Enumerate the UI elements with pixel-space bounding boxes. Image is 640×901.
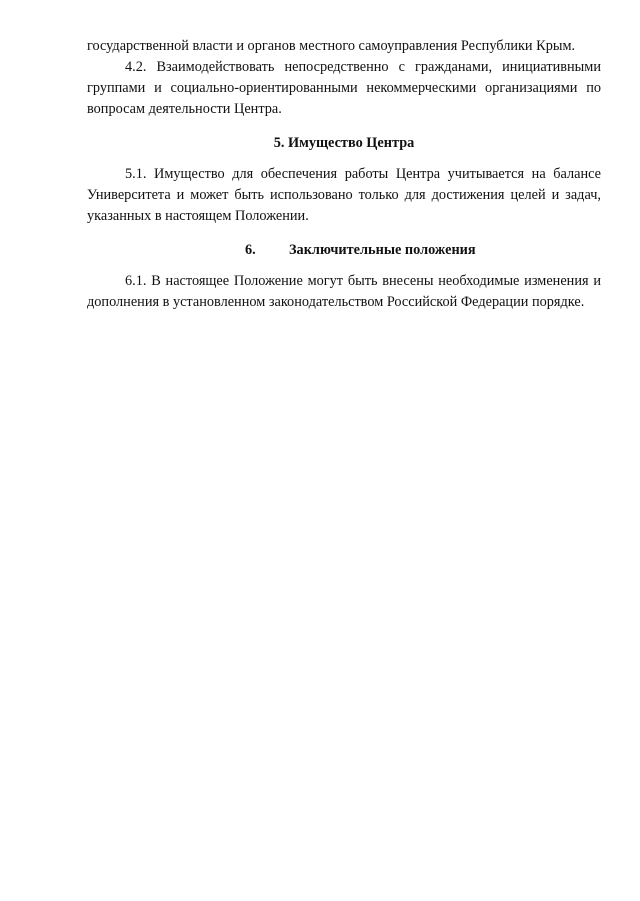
- section-6-heading: [87, 240, 601, 261]
- document-body: [87, 36, 601, 313]
- section-6-title: Заключительные положения: [289, 242, 476, 258]
- paragraph-5-1: 5.1. Имущество для обеспечения работы Центра учитывается на балансе Университета и может быть использовано только для достижения целей и задач, указанных в настоящем Положении.: [87, 166, 601, 224]
- paragraph-continuation: государственной власти и органов местного самоуправления Республики Крым.: [87, 38, 576, 54]
- section-6-number: 6.: [245, 242, 256, 258]
- paragraph-4-2: 4.2. Взаимодействовать непосредственно с гражданами, инициативными группами и социально-ориентированными некоммерческими организациями по вопросам деятельности Центра.: [87, 59, 601, 117]
- paragraph-6-1: 6.1. В настоящее Положение могут быть внесены необходимые изменения и дополнения в установленном законодательством Российской Федерации порядке.: [87, 273, 601, 310]
- section-5-heading: 5. Имущество Центра: [273, 135, 415, 151]
